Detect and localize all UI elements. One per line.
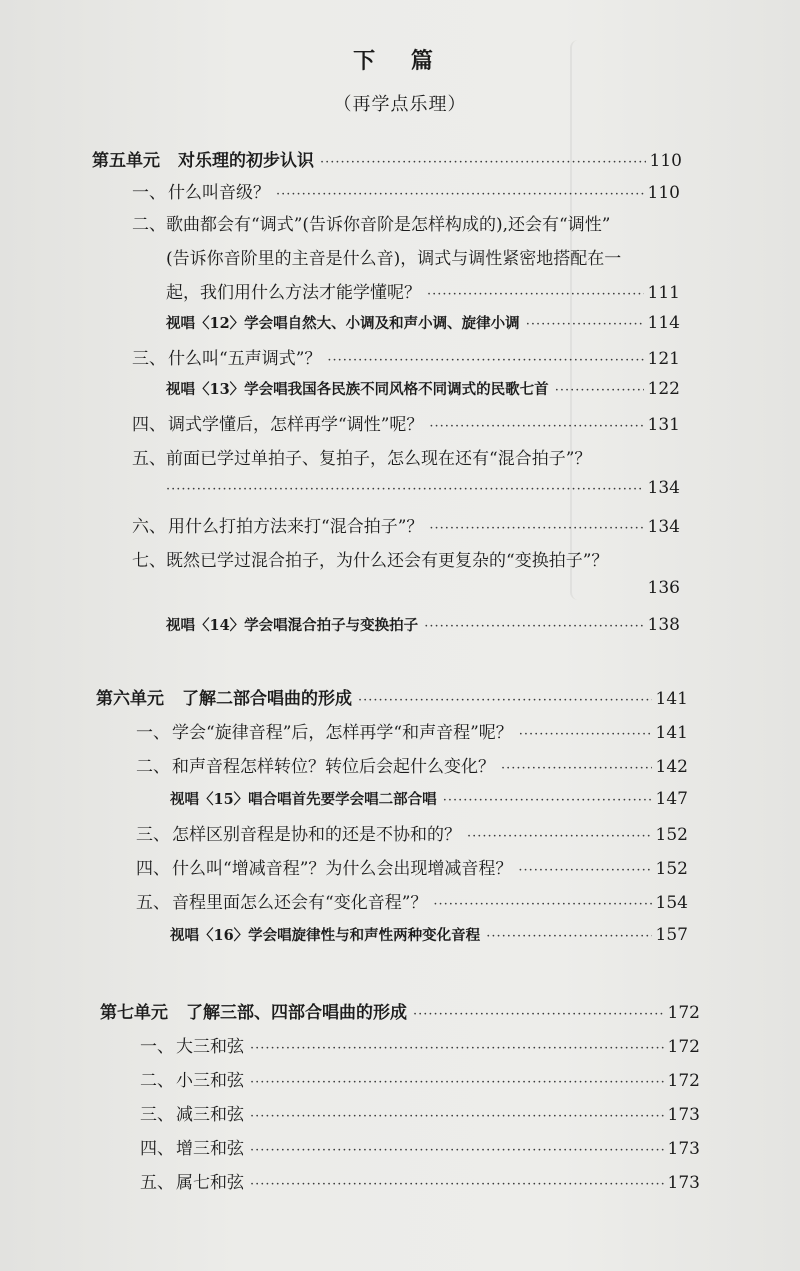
entry-text: 减三和弦 [176,1105,244,1125]
dot-leader [250,1041,664,1056]
entry-number: 三、 [136,825,170,845]
dot-leader [429,419,643,434]
page-number: 131 [647,415,680,435]
entry-text: 什么叫音级？ [168,183,270,203]
entry-number: 一、 [140,1037,174,1057]
toc-entry [136,888,688,913]
entry-number: 三、 [140,1105,174,1125]
unit-title: 了解二部合唱曲的形成 [182,689,352,709]
entry-number: 七、 [132,551,166,571]
toc-entry-line [132,444,591,469]
dot-leader [526,317,644,332]
entry-number: 五、 [132,449,166,469]
toc-entry [136,854,688,879]
page-number: 157 [655,925,688,945]
entry-number: 二、 [140,1071,174,1091]
toc-drill-entry [170,788,688,809]
dot-leader [467,829,652,844]
entry-text: 和声音程怎样转位？转位后会起什么变化？ [172,757,495,777]
dot-leader [166,482,644,497]
entry-number: 一、 [132,183,166,203]
page-number: 173 [667,1139,700,1159]
entry-text: 什么叫“增减音程”？为什么会出现增减音程？ [172,859,513,879]
unit-label: 第五单元 [92,151,160,171]
entry-text: 怎样区别音程是协和的还是不协和的？ [172,825,461,845]
entry-text: 音程里面怎么还会有“变化音程”？ [172,893,428,913]
dot-leader [555,383,644,398]
dot-leader [358,693,652,708]
page-number: 121 [647,349,680,369]
entry-text: 什么叫“五声调式”？ [168,349,322,369]
entry-number: 二、 [136,757,170,777]
dot-leader [250,1143,664,1158]
unit-label: 第六单元 [96,689,164,709]
toc-entry [136,752,688,777]
toc-entry [132,410,680,435]
unit-heading [100,998,700,1023]
toc-entry [166,578,680,598]
entry-text: 用什么打拍方法来打“混合拍子”？ [168,517,424,537]
page-number: 141 [655,723,688,743]
toc-entry [132,344,680,369]
entry-text: 小三和弦 [176,1071,244,1091]
dot-leader [433,897,651,912]
toc-entry [136,820,688,845]
entry-number: 六、 [132,517,166,537]
page-number: 136 [647,578,680,598]
page-number: 110 [649,151,682,171]
dot-leader [424,619,643,634]
toc-entry [140,1134,700,1159]
dot-leader [427,287,644,302]
dot-leader [320,155,646,170]
entry-number: 三、 [132,349,166,369]
section-subtitle: （再学点乐理） [333,94,467,115]
dot-leader [429,521,643,536]
page-number: 110 [647,183,680,203]
dot-leader [250,1177,664,1192]
unit-heading [96,684,688,709]
dot-leader [443,793,652,808]
unit-title: 对乐理的初步认识 [178,151,314,171]
toc-drill-entry [166,378,680,399]
entry-text: 前面已学过单拍子、复拍子，怎么现在还有“混合拍子”？ [166,449,592,469]
toc-drill-entry [166,312,680,333]
page-number: 114 [647,313,680,333]
page-number: 122 [647,379,680,399]
page-number: 152 [655,825,688,845]
entry-text: 增三和弦 [176,1139,244,1159]
unit-title: 了解三部、四部合唱曲的形成 [186,1003,407,1023]
entry-text: 歌曲都会有“调式”(告诉你音阶是怎样构成的),还会有“调性” [166,215,611,235]
page-number: 147 [655,789,688,809]
entry-text: 视唱〈16〉学会唱旋律性与和声性两种变化音程 [170,927,481,944]
entry-number: 四、 [136,859,170,879]
toc-drill-entry [170,924,688,945]
page-number: 142 [655,757,688,777]
toc-entry [140,1066,700,1091]
entry-text: 视唱〈14〉学会唱混合拍子与变换拍子 [166,617,419,634]
entry-text: 既然已学过混合拍子，为什么还会有更复杂的“变换拍子”？ [166,551,609,571]
entry-number: 四、 [132,415,166,435]
entry-text: 大三和弦 [176,1037,244,1057]
entry-text: 起，我们用什么方法才能学懂呢？ [166,283,421,303]
entry-text: 视唱〈15〉唱合唱首先要学会唱二部合唱 [170,791,437,808]
toc-entry [132,512,680,537]
toc-drill-entry [166,614,680,635]
dot-leader [486,929,651,944]
entry-number: 二、 [132,215,166,235]
dot-leader [519,727,652,742]
entry-text: 视唱〈12〉学会唱自然大、小调及和声小调、旋律小调 [166,315,520,332]
dot-leader [413,1007,664,1022]
entry-number: 一、 [136,723,170,743]
entry-number: 五、 [136,893,170,913]
dot-leader [501,761,652,776]
toc-entry [140,1100,700,1125]
toc-entry [136,718,688,743]
page-number: 154 [655,893,688,913]
entry-text: (告诉你音阶里的主音是什么音)，调式与调性紧密地搭配在一 [166,249,622,269]
toc-entry [140,1168,700,1193]
page-number: 152 [655,859,688,879]
entry-number: 五、 [140,1173,174,1193]
unit-label: 第七单元 [100,1003,168,1023]
page-number: 138 [647,615,680,635]
page-number: 173 [667,1105,700,1125]
toc-entry-line [132,210,610,235]
page-number: 134 [647,517,680,537]
page-number: 172 [667,1071,700,1091]
dot-leader [250,1075,664,1090]
entry-number: 四、 [140,1139,174,1159]
page-number: 172 [667,1037,700,1057]
dot-leader [518,863,651,878]
entry-text: 学会“旋律音程”后，怎样再学“和声音程”呢？ [172,723,513,743]
toc-entry [140,1032,700,1057]
toc-entry [132,178,680,203]
unit-heading [92,146,682,171]
page-number: 141 [655,689,688,709]
page-number: 172 [667,1003,700,1023]
page-number: 111 [647,283,680,303]
page-number: 173 [667,1173,700,1193]
toc-entry-line [132,546,608,571]
dot-leader [327,353,643,368]
section-title: 下 篇 [353,48,447,74]
entry-text: 属七和弦 [176,1173,244,1193]
dot-leader [276,187,644,202]
entry-text: 视唱〈13〉学会唱我国各民族不同风格不同调式的民歌七首 [166,381,549,398]
toc-entry [166,478,680,498]
page-number: 134 [647,478,680,498]
dot-leader [250,1109,664,1124]
entry-text: 调式学懂后，怎样再学“调性”呢？ [168,415,424,435]
toc-entry [166,278,680,303]
